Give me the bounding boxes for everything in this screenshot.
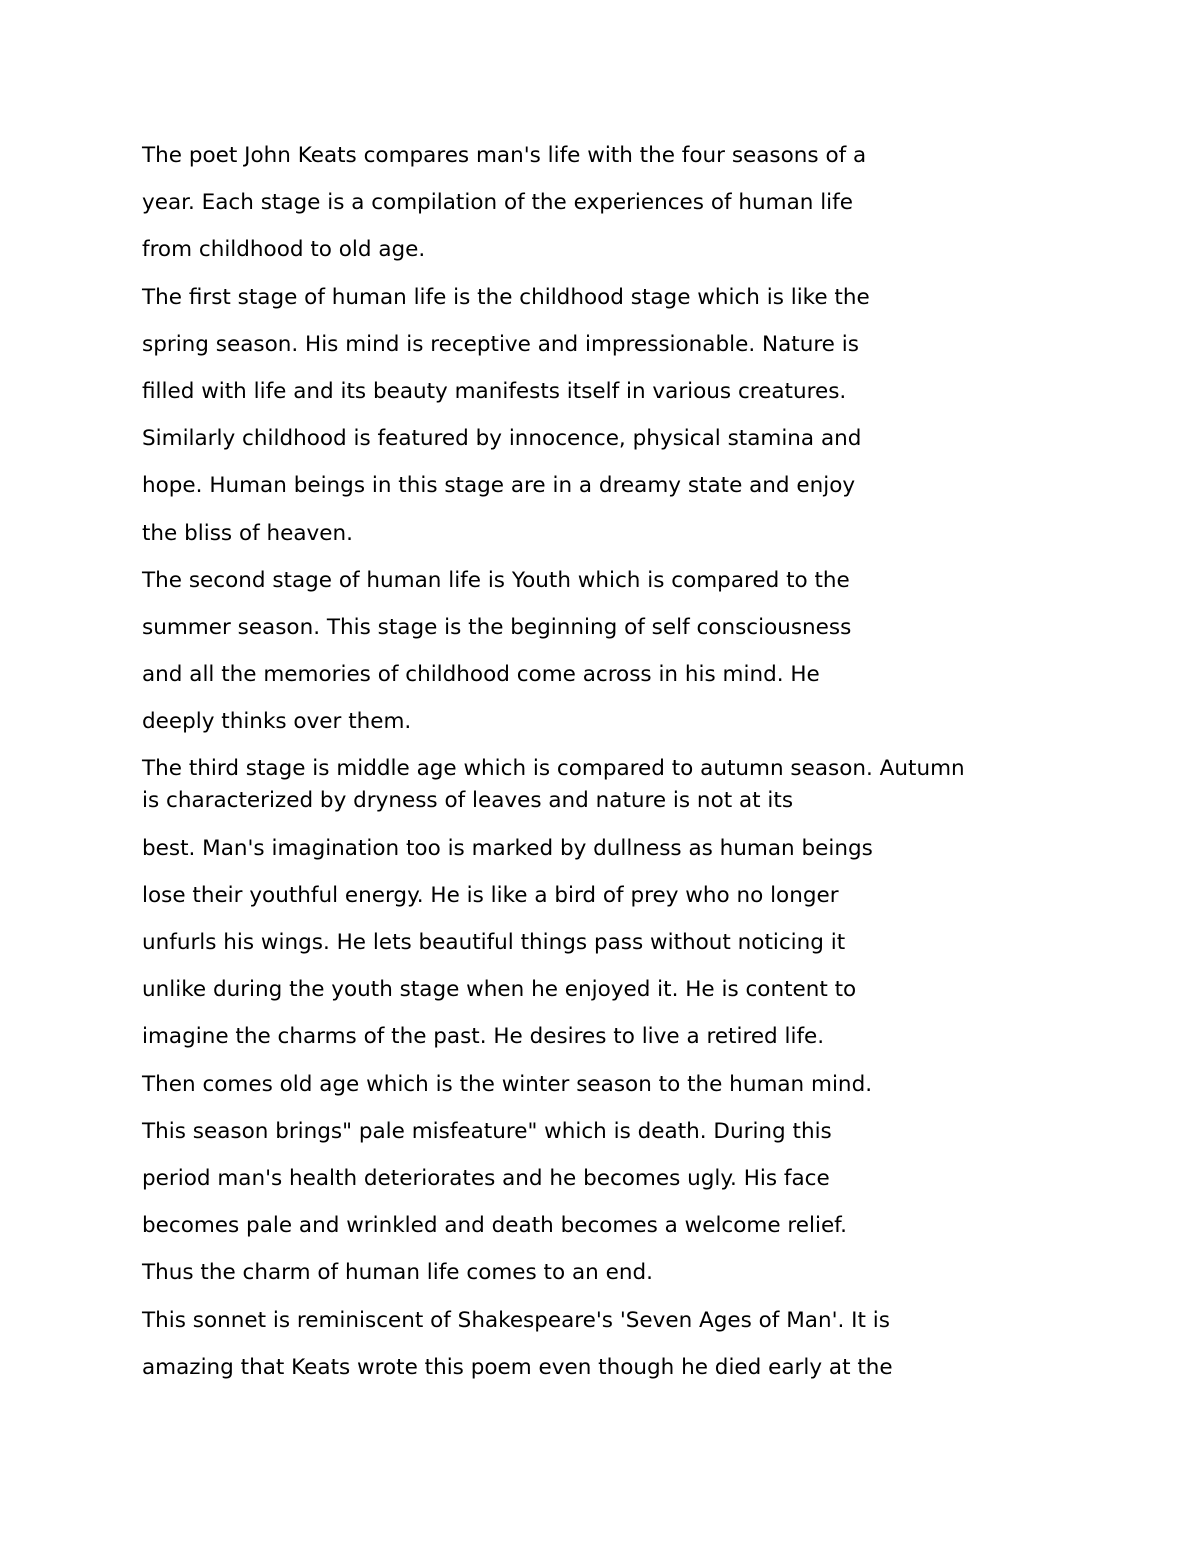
text-line: is characterized by dryness of leaves and nature is not at its (142, 788, 794, 814)
document-body (142, 136, 1142, 1395)
text-line: the bliss of heaven. (142, 520, 353, 546)
text-line: The third stage is middle age which is compared to autumn season. Autumn (142, 756, 965, 782)
text-line: amazing that Keats wrote this poem even though he died early at the (142, 1354, 893, 1380)
text-line: filled with life and its beauty manifests itself in various creatures. (142, 378, 847, 404)
text-line: This sonnet is reminiscent of Shakespeare's 'Seven Ages of Man'. It is (142, 1307, 890, 1333)
text-line: period man's health deteriorates and he becomes ugly. His face (142, 1165, 830, 1191)
text-line: and all the memories of childhood come across in his mind. He (142, 662, 820, 688)
text-line: unlike during the youth stage when he enjoyed it. He is content to (142, 977, 857, 1003)
text-line: spring season. His mind is receptive and impressionable. Nature is (142, 331, 859, 357)
text-line: Similarly childhood is featured by innocence, physical stamina and (142, 426, 862, 452)
text-line: lose their youthful energy. He is like a bird of prey who no longer (142, 882, 839, 908)
text-line: The second stage of human life is Youth which is compared to the (142, 567, 850, 593)
text-line: summer season. This stage is the beginning of self consciousness (142, 614, 852, 640)
text-line: unfurls his wings. He lets beautiful things pass without noticing it (142, 930, 846, 955)
text-line: becomes pale and wrinkled and death becomes a welcome relief. (142, 1213, 848, 1239)
text-line: This season brings" pale misfeature" which is death. During this (142, 1118, 832, 1144)
text-line: imagine the charms of the past. He desires to live a retired life. (142, 1024, 825, 1050)
text-line: best. Man's imagination too is marked by dullness as human beings (142, 835, 873, 861)
text-line: The first stage of human life is the childhood stage which is like the (142, 284, 870, 310)
text-line: from childhood to old age. (142, 237, 426, 263)
text-line: hope. Human beings in this stage are in a dreamy state and enjoy (142, 473, 856, 499)
text-line: year. Each stage is a compilation of the experiences of human life (142, 190, 853, 216)
text-line: Thus the charm of human life comes to an end. (142, 1260, 653, 1286)
text-line: The poet John Keats compares man's life with the four seasons of a (142, 143, 867, 168)
text-line: Then comes old age which is the winter season to the human mind. (142, 1071, 873, 1097)
text-line: deeply thinks over them. (142, 709, 412, 735)
